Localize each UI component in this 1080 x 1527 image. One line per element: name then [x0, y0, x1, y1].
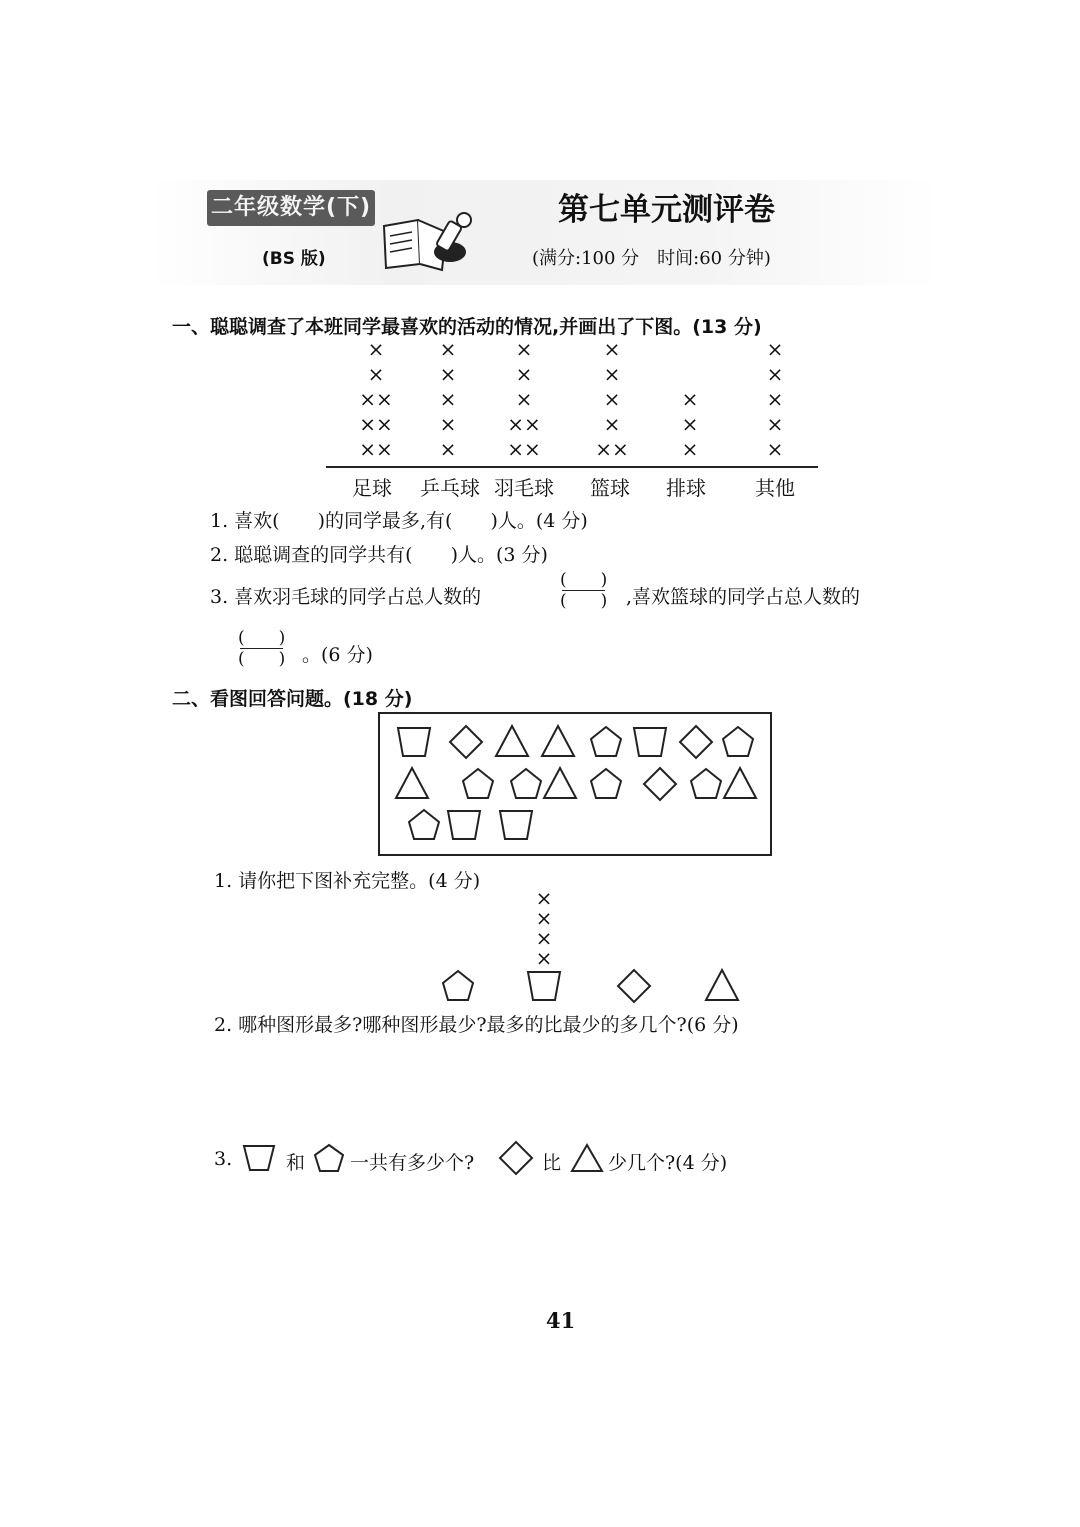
shapes-box [378, 712, 772, 856]
tally-mark: ×× [595, 437, 629, 461]
pentagon-shape [691, 769, 721, 798]
tally-mark: ×× [359, 412, 393, 436]
s2-question-1: 1. 请你把下图补充完整。(4 分) [214, 870, 481, 892]
s1-question-1: 1. 喜欢( )的同学最多,有( )人。(4 分) [210, 510, 588, 532]
pentagon-icon [312, 1142, 346, 1174]
tally-mark: ×× [507, 412, 541, 436]
diamond-icon [498, 1140, 534, 1176]
tally-mark: × [439, 437, 457, 461]
trapezoid-shape [634, 728, 666, 756]
tally-mark: × [766, 337, 784, 361]
pentagon-axis-shape [443, 971, 473, 1000]
tally-mark: × [766, 362, 784, 386]
diamond-shape [450, 726, 482, 758]
diamond-axis-shape [618, 970, 650, 1002]
tally-mark: × [681, 437, 699, 461]
tally-mark: × [439, 387, 457, 411]
fraction-numerator: ( ) [560, 570, 608, 590]
s1-question-2: 2. 聪聪调查的同学共有( )人。(3 分) [210, 544, 548, 566]
category-label: 篮球 [590, 476, 630, 500]
tally-mark: × [515, 387, 533, 411]
shape-tally-axis [430, 964, 760, 1006]
section2-heading: 二、看图回答问题。(18 分) [172, 688, 413, 710]
trapezoid-axis-shape [528, 972, 560, 1000]
tally-axis-line [326, 466, 818, 468]
pentagon-shape [591, 727, 621, 756]
s2-question-2: 2. 哪种图形最多?哪种图形最少?最多的比最少的多几个?(6 分) [214, 1014, 739, 1036]
s2-question-3-number: 3. [214, 1148, 233, 1170]
category-label: 羽毛球 [494, 476, 554, 500]
s1-question-3a: 3. 喜欢羽毛球的同学占总人数的 [210, 586, 482, 608]
shapes-collection [380, 714, 770, 854]
category-label: 足球 [352, 476, 392, 500]
category-label: 其他 [755, 476, 795, 500]
tally-mark: × [766, 387, 784, 411]
tally-mark: × [603, 412, 621, 436]
tally-mark: × [439, 362, 457, 386]
book-stamp-icon [380, 208, 480, 272]
page-title: 第七单元测评卷 [558, 192, 775, 228]
tally-mark: × [603, 337, 621, 361]
tally-mark: × [603, 387, 621, 411]
tally-mark: ×× [359, 387, 393, 411]
triangle-shape [544, 768, 576, 798]
fraction-numerator: ( ) [238, 628, 286, 648]
fraction-denominator: ( ) [560, 591, 608, 611]
fraction-blank-basketball[interactable] [238, 628, 285, 669]
tally-mark: × [535, 926, 553, 950]
pentagon-shape [463, 769, 493, 798]
tally-mark: × [367, 337, 385, 361]
s2-q3-total: 一共有多少个? [350, 1152, 475, 1174]
score-time-info: (满分:100 分 时间:60 分钟) [532, 248, 771, 269]
diamond-shape [644, 768, 676, 800]
triangle-shape [396, 768, 428, 798]
s2-q3-than: 比 [542, 1152, 562, 1174]
tally-mark: ×× [507, 437, 541, 461]
tally-mark: × [535, 906, 553, 930]
page-number: 41 [546, 1308, 576, 1333]
tally-mark: × [766, 412, 784, 436]
tally-mark: ×× [359, 437, 393, 461]
tally-mark: × [439, 337, 457, 361]
section1-heading: 一、聪聪调查了本班同学最喜欢的活动的情况,并画出了下图。(13 分) [172, 316, 762, 338]
tally-mark: × [439, 412, 457, 436]
triangle-shape [496, 726, 528, 756]
pentagon-shape [591, 769, 621, 798]
grade-badge: 二年级数学(下) [207, 190, 375, 226]
tally-mark: × [766, 437, 784, 461]
fraction-denominator: ( ) [238, 649, 286, 669]
pentagon-shape [409, 810, 439, 839]
tally-mark: × [681, 387, 699, 411]
triangle-icon [570, 1142, 604, 1174]
tally-mark: × [515, 337, 533, 361]
triangle-axis-shape [706, 970, 738, 1000]
category-label: 排球 [666, 476, 706, 500]
tally-mark: × [535, 886, 553, 910]
pentagon-shape [511, 769, 541, 798]
s1-question-3b: ,喜欢篮球的同学占总人数的 [626, 586, 861, 608]
trapezoid-icon [242, 1142, 276, 1174]
tally-mark: × [681, 412, 699, 436]
trapezoid-shape [500, 811, 532, 839]
s2-q3-and: 和 [286, 1152, 306, 1174]
diamond-shape [680, 726, 712, 758]
category-label: 乒乓球 [420, 476, 480, 500]
tally-mark: × [535, 946, 553, 970]
s1-question-3c: 。(6 分) [302, 644, 373, 666]
s2-q3-less: 少几个?(4 分) [608, 1152, 728, 1174]
tally-mark: × [515, 362, 533, 386]
trapezoid-shape [398, 728, 430, 756]
fraction-blank-badminton[interactable] [560, 570, 607, 611]
tally-mark: × [603, 362, 621, 386]
pentagon-shape [723, 727, 753, 756]
triangle-shape [724, 768, 756, 798]
triangle-shape [542, 726, 574, 756]
tally-mark: × [367, 362, 385, 386]
edition-label: (BS 版) [262, 249, 326, 269]
trapezoid-shape [448, 811, 480, 839]
